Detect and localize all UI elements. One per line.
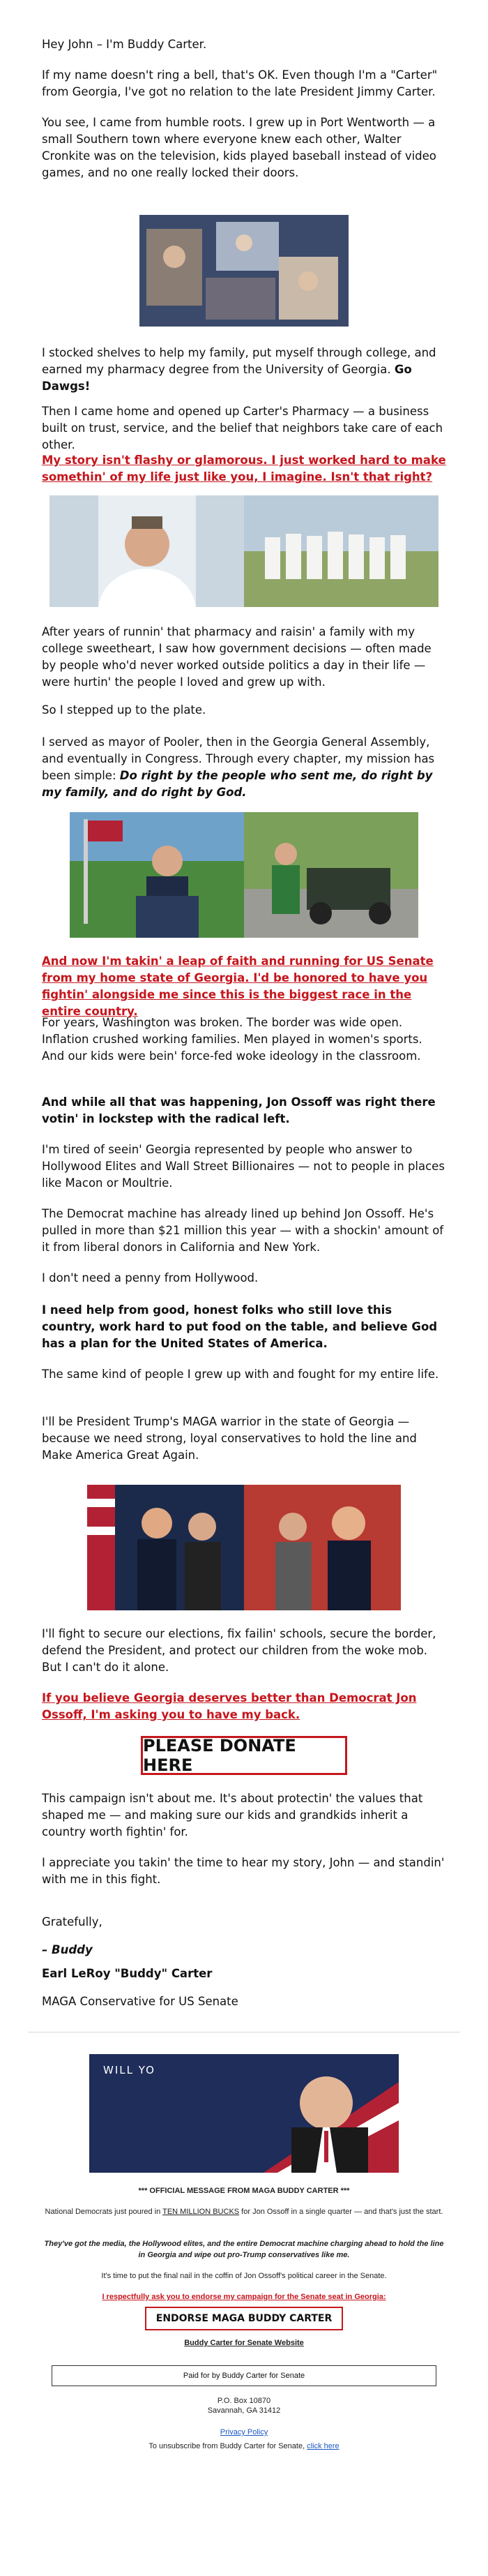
paragraph: I'll fight to secure our elections, fix failin' schools, secure the border, defend the President, and protect our children from the woke mob. But I can't do it alone.: [42, 1627, 436, 1674]
official-message-heading: *** OFFICIAL MESSAGE FROM MAGA BUDDY CARTER ***: [138, 2187, 350, 2195]
paragraph: You see, I came from humble roots. I grew up in Port Wentworth — a small Southern town where everyone knew each other, Walter Cronkite was on the television, kids played baseball instead of video games, and no one really locked their doors.: [42, 116, 436, 179]
paragraph: And while all that was happening, Jon Ossoff was right there votin' in lockstep with the radical left.: [42, 1095, 436, 1125]
red-link-1[interactable]: My story isn't flashy or glamorous. I just worked hard to make somethin' of my life just like you, I imagine. Isn't that right?: [42, 454, 446, 484]
donate-button[interactable]: PLEASE DONATE HERE: [141, 1736, 347, 1775]
paragraph: The same kind of people I grew up with and fought for my entire life.: [42, 1368, 439, 1381]
trump-photo-1: [87, 1485, 244, 1610]
podium-speech-photo: [70, 812, 244, 938]
red-link-2[interactable]: And now I'm takin' a leap of faith and running for US Senate from my home state of Georgia. I'd be honored to have you fightin' alongside me since this is the biggest race in the entire country.: [42, 954, 434, 1018]
paragraph: For years, Washington was broken. The border was wide open. Inflation crushed working families. Men played in women's sports. And our kids were bein' force-fed woke ideology in the classroom.: [42, 1016, 422, 1063]
paragraph: I appreciate you takin' the time to hear my story, John — and standin' with me in this fight.: [42, 1856, 445, 1886]
paragraph: I need help from good, honest folks who still love this country, work hard to put food on the table, and believe God has a plan for the United States of America.: [42, 1303, 438, 1350]
paragraph: This campaign isn't about me. It's about protectin' the values that shaped me — and making sure our kids and grandkids inherit a country worth fightin' for.: [42, 1792, 423, 1839]
endorse-link-text[interactable]: I respectfully ask you to endorse my campaign for the Senate seat in Georgia:: [102, 2293, 386, 2301]
go-dawgs: Go Dawgs!: [42, 363, 412, 393]
paid-for-box: Paid for by Buddy Carter for Senate: [52, 2365, 436, 2386]
greeting: Hey John – I'm Buddy Carter.: [42, 38, 207, 51]
family-group-photo: [244, 495, 439, 607]
unsubscribe: To unsubscribe from Buddy Carter for Senate, click here: [148, 2442, 340, 2450]
signature-name: Earl LeRoy "Buddy" Carter: [42, 1966, 213, 1980]
closing: Gratefully, – Buddy: [42, 1902, 446, 1970]
paragraph: After years of runnin' that pharmacy and raisin' a family with my college sweetheart, I saw how government decisions — often made by people who'd never worked outside politics a day in their life — were hurtin' the people I loved and grew up with.: [42, 625, 432, 689]
footer-paragraph: They've got the media, the Hollywood elites, and the entire Democrat machine charging ahead to hold the line in Georgia and wipe out pro-Trump conservatives like me.: [44, 2240, 444, 2259]
paragraph: I don't need a penny from Hollywood.: [42, 1271, 259, 1285]
red-link-3[interactable]: If you believe Georgia deserves better than Democrat Jon Ossoff, I'm asking you to have my back.: [42, 1691, 417, 1721]
ten-million-link[interactable]: TEN MILLION BUCKS: [162, 2208, 240, 2216]
family-photo-collage: [139, 215, 349, 327]
paragraph: I'm tired of seein' Georgia represented by people who answer to Hollywood Elites and Wall Street Billionaires — not to people in places like Macon or Moultrie.: [42, 1143, 445, 1190]
endorse-button[interactable]: ENDORSE MAGA BUDDY CARTER: [145, 2307, 343, 2330]
paragraph: If my name doesn't ring a bell, that's OK. Even though I'm a "Carter" from Georgia, I've got no relation to the late President Jimmy Carter.: [42, 68, 438, 98]
address: P.O. Box 10870 Savannah, GA 31412: [207, 2397, 281, 2415]
paragraph: I served as mayor of Pooler, then in the Georgia General Assembly, and eventually in Congress. Through every chapter, my mission has been simple: Do right by the people who sent me, do right by my family, and do right by God.: [42, 735, 435, 799]
unsubscribe-link[interactable]: click here: [307, 2442, 340, 2450]
parade-car-photo: [244, 812, 418, 938]
banner-text: WILL YO: [103, 2064, 155, 2076]
website-link[interactable]: Buddy Carter for Senate Website: [184, 2339, 304, 2347]
paragraph: Then I came home and opened up Carter's Pharmacy — a business built on trust, service, and the belief that neighbors take care of each other.: [42, 405, 443, 451]
trump-photo-2: [244, 1485, 401, 1610]
footer-paragraph: National Democrats just poured in TEN MILLION BUCKS for Jon Ossoff in a single quarter — and that's just the start.: [45, 2208, 443, 2216]
footer-banner-image: [89, 2054, 399, 2173]
signature-title: MAGA Conservative for US Senate: [42, 1995, 238, 2008]
footer-paragraph: It's time to put the final nail in the coffin of Jon Ossoff's political career in the Senate.: [101, 2272, 387, 2280]
paragraph: So I stepped up to the plate.: [42, 703, 206, 717]
pharmacist-photo: [49, 495, 244, 607]
paragraph: The Democrat machine has already lined up behind Jon Ossoff. He's pulled in more than $21 million this year — with a shockin' amount of it from liberal donors in California and New York.: [42, 1207, 444, 1254]
paragraph: I'll be President Trump's MAGA warrior in the state of Georgia — because we need strong, loyal conservatives to hold the line and Make America Great Again.: [42, 1415, 417, 1462]
paragraph: I stocked shelves to help my family, put myself through college, and earned my pharmacy degree from the University of Georgia. Go Dawgs!: [42, 346, 436, 393]
privacy-policy-link[interactable]: Privacy Policy: [220, 2428, 268, 2436]
signature-block: [42, 1954, 446, 2022]
closing-signature: – Buddy: [42, 1943, 93, 1956]
